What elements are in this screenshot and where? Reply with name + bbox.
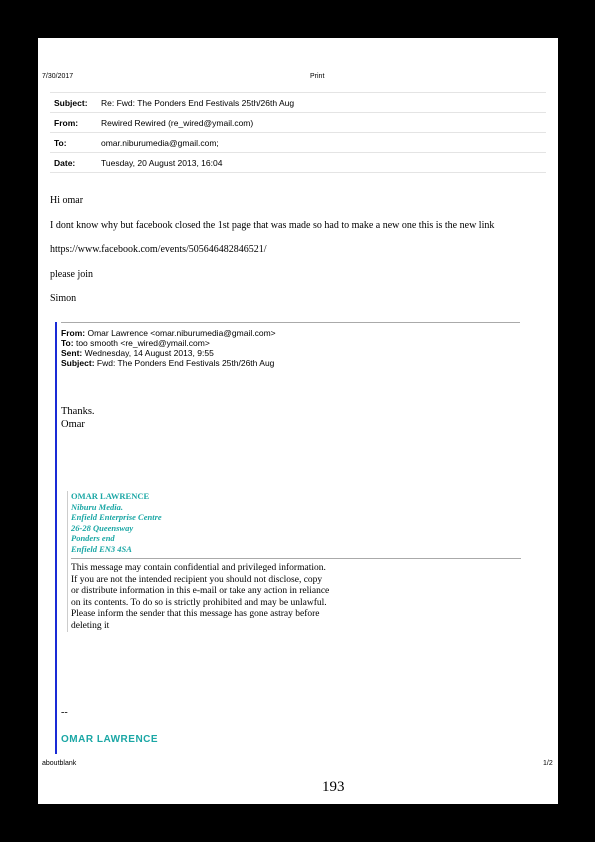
- printed-page: [38, 38, 558, 804]
- disclaimer: [71, 563, 391, 632]
- signature-divider: [71, 558, 521, 559]
- forwarded-header: [61, 328, 276, 368]
- fwd-to: too smooth <re_wired@ymail.com>: [75, 338, 210, 348]
- print-footer-page: 1/2: [543, 760, 553, 767]
- signature-line: Niburu Media.: [71, 501, 123, 512]
- to-label: To:: [54, 137, 67, 148]
- date-value: Tuesday, 20 August 2013, 16:04: [101, 157, 223, 168]
- from-label: From:: [54, 117, 79, 128]
- fwd-from-label: From:: [61, 328, 86, 338]
- subject-label: Subject:: [54, 97, 88, 108]
- signature-line: Enfield EN3 4SA: [71, 543, 132, 554]
- signature-line: 26-28 Queensway: [71, 522, 134, 533]
- quote-divider: [61, 322, 520, 323]
- signature-dashes: --: [61, 707, 68, 718]
- closing-name: OMAR LAWRENCE: [61, 734, 159, 745]
- from-value: Rewired Rewired (re_wired@ymail.com): [101, 117, 254, 128]
- signoff: Simon: [50, 293, 77, 304]
- date-label: Date:: [54, 157, 76, 168]
- subject-row: [50, 92, 546, 112]
- subject-value: Re: Fwd: The Ponders End Festivals 25th/26th Aug: [101, 97, 295, 108]
- disclaimer-line: deleting it: [71, 620, 110, 631]
- to-value: omar.niburumedia@gmail.com;: [101, 137, 219, 148]
- fwd-sent-label: Sent:: [61, 348, 83, 358]
- fwd-from: Omar Lawrence <omar.niburumedia@gmail.com>: [87, 328, 276, 338]
- print-date: 7/30/2017: [42, 73, 74, 80]
- body-line-1: I dont know why but facebook closed the 1st page that was made so had to make a new one this is the new link: [50, 220, 495, 231]
- body-line-2: please join: [50, 269, 94, 280]
- print-footer-source: aboutblank: [42, 760, 77, 767]
- quoted-message: [55, 322, 521, 754]
- fwd-to-label: To:: [61, 338, 74, 348]
- disclaimer-line: Please inform the sender that this message has gone astray before: [71, 609, 320, 619]
- date-row: [50, 152, 546, 173]
- signature-line: Ponders end: [71, 533, 115, 543]
- thanks-text: Thanks.: [61, 406, 95, 417]
- signature-name: OMAR LAWRENCE: [71, 491, 150, 501]
- disclaimer-line: on its contents. To do so is strictly prohibited and may be unlawful.: [71, 597, 327, 608]
- greeting: Hi omar: [50, 195, 84, 206]
- thanks-block: [61, 405, 95, 431]
- disclaimer-line: This message may contain confidential and privileged information.: [71, 563, 326, 573]
- disclaimer-line: If you are not the intended recipient you should not disclose, copy: [71, 574, 323, 585]
- email-header-table: [50, 92, 546, 173]
- event-link[interactable]: https://www.facebook.com/events/505646482846521/: [50, 244, 267, 255]
- print-title: Print: [310, 73, 325, 80]
- fwd-sent: Wednesday, 14 August 2013, 9:55: [84, 348, 214, 358]
- fwd-subject: Fwd: The Ponders End Festivals 25th/26th Aug: [96, 358, 275, 368]
- to-row: [50, 132, 546, 152]
- from-row: [50, 112, 546, 132]
- fwd-subject-label: Subject:: [61, 358, 95, 368]
- signature-block: [67, 491, 521, 632]
- disclaimer-line: or distribute information in this e-mail or take any action in reliance: [71, 586, 330, 596]
- thanks-name: Omar: [61, 419, 85, 430]
- page-number: 193: [322, 779, 345, 795]
- signature-line: Enfield Enterprise Centre: [71, 512, 162, 522]
